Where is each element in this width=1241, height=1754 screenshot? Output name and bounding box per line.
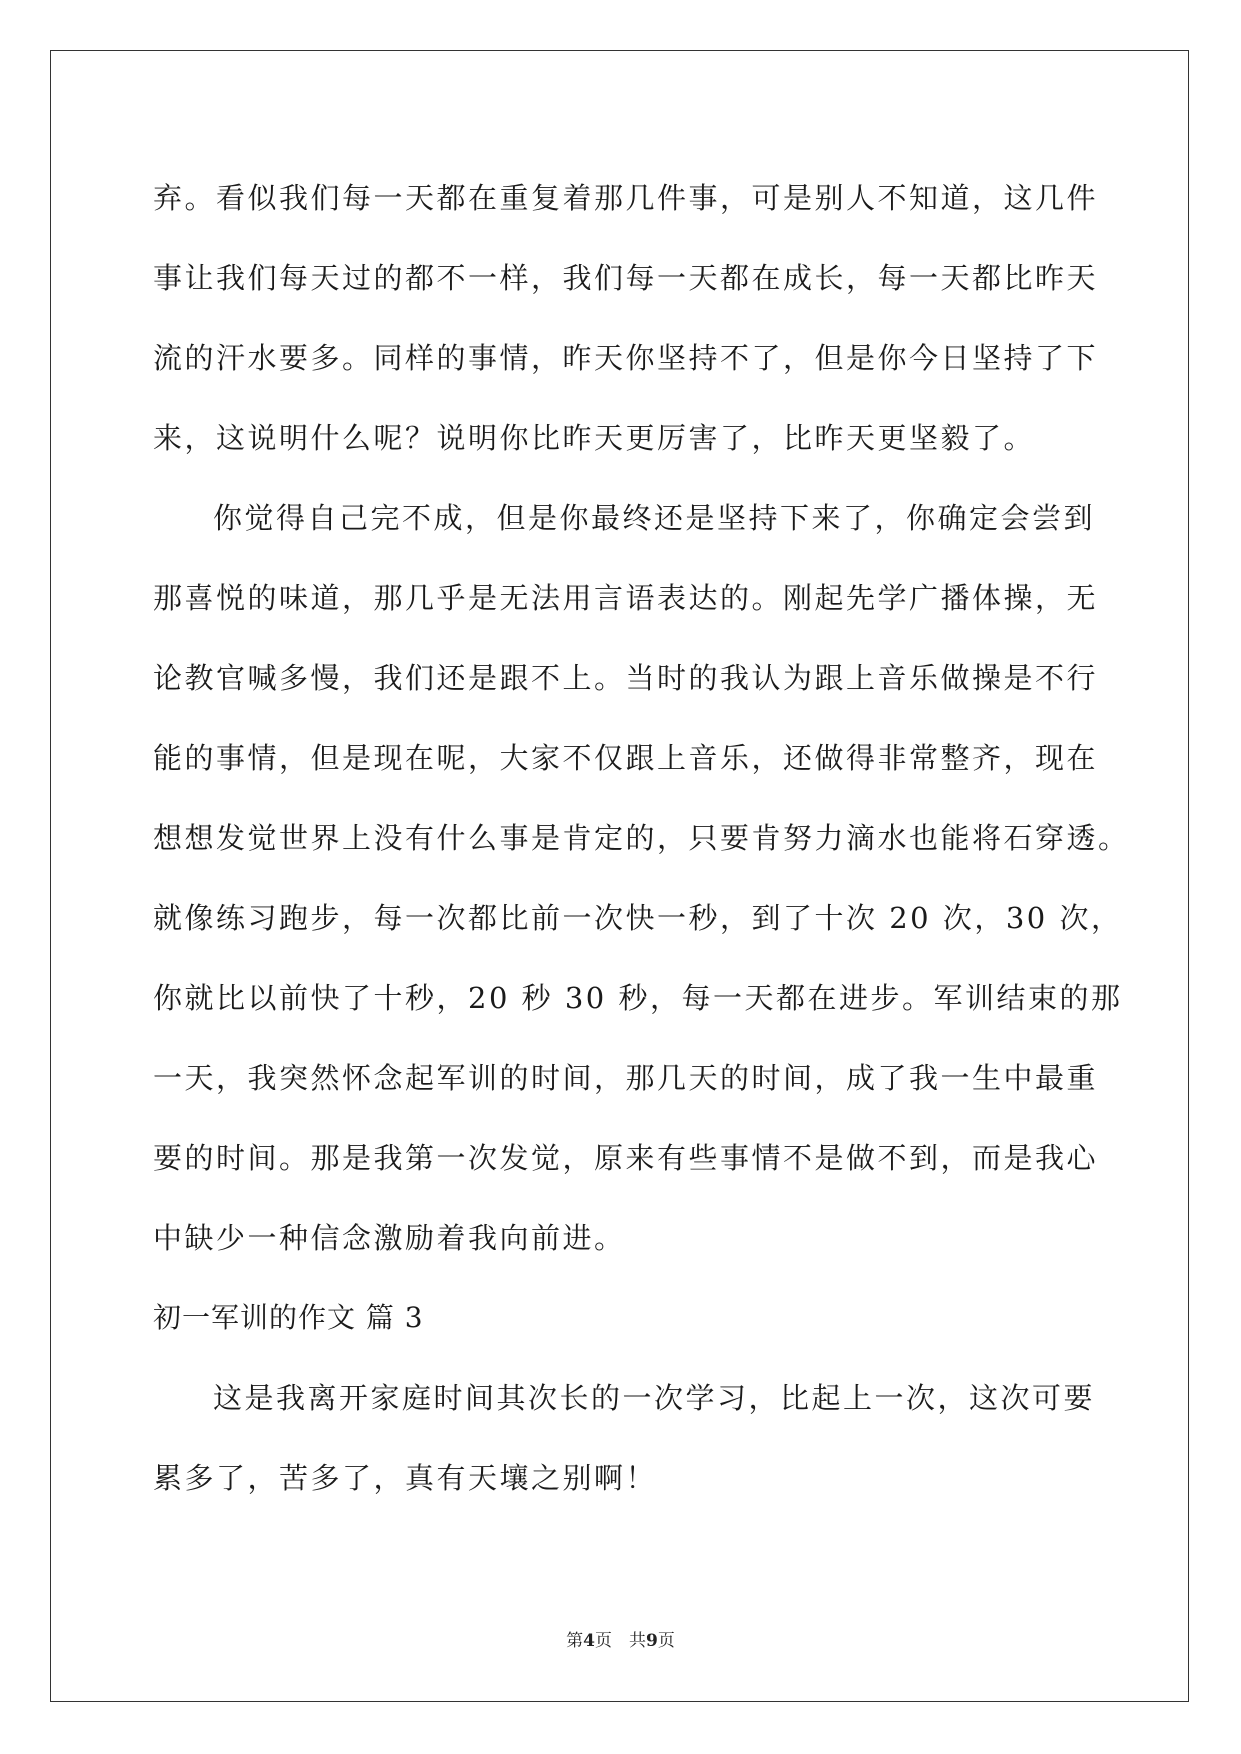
paragraph-3 [153, 1358, 1096, 1518]
section-heading: 初一军训的作文 篇 3 [153, 1301, 424, 1334]
document-body [153, 158, 1130, 1518]
page-prefix: 第 [566, 1631, 584, 1651]
text-line: 能的事情，但是现在呢，大家不仅跟上音乐，还做得非常整齐，现在 [153, 741, 1099, 775]
text-line: 累多了，苦多了，真有天壤之别啊！ [153, 1461, 658, 1495]
text-line: 中缺少一种信念激励着我向前进。 [153, 1221, 626, 1255]
text-line: 事让我们每天过的都不一样，我们每一天都在成长，每一天都比昨天 [153, 261, 1099, 295]
page-suffix: 页 [657, 1631, 675, 1651]
text-line: 一天，我突然怀念起军训的时间，那几天的时间，成了我一生中最重 [153, 1061, 1099, 1095]
text-line: 那喜悦的味道，那几乎是无法用言语表达的。刚起先学广播体操，无 [153, 581, 1099, 615]
text-line: 来，这说明什么呢？说明你比昨天更厉害了，比昨天更坚毅了。 [153, 421, 1036, 455]
page-number-footer [0, 1626, 1241, 1651]
page-mid: 页 共 [595, 1631, 646, 1651]
paragraph-2 [153, 478, 1130, 1278]
text-line: 想想发觉世界上没有什么事是肯定的，只要肯努力滴水也能将石穿透。 [153, 821, 1130, 855]
text-line: 弃。看似我们每一天都在重复着那几件事，可是别人不知道，这几件 [153, 181, 1099, 215]
page-total: 9 [646, 1631, 658, 1651]
paragraph-1 [153, 158, 1099, 478]
page-current: 4 [583, 1631, 595, 1651]
text-line: 论教官喊多慢，我们还是跟不上。当时的我认为跟上音乐做操是不行 [153, 661, 1099, 695]
text-line: 要的时间。那是我第一次发觉，原来有些事情不是做不到，而是我心 [153, 1141, 1099, 1175]
text-line: 你觉得自己完不成，但是你最终还是坚持下来了，你确定会尝到 [213, 501, 1096, 535]
text-line: 这是我离开家庭时间其次长的一次学习，比起上一次，这次可要 [213, 1381, 1096, 1415]
text-line: 就像练习跑步，每一次都比前一次快一秒，到了十次 20 次，30 次， [153, 901, 1123, 935]
text-line: 你就比以前快了十秒，20 秒 30 秒，每一天都在进步。军训结束的那 [153, 981, 1123, 1015]
text-line: 流的汗水要多。同样的事情，昨天你坚持不了，但是你今日坚持了下 [153, 341, 1099, 375]
